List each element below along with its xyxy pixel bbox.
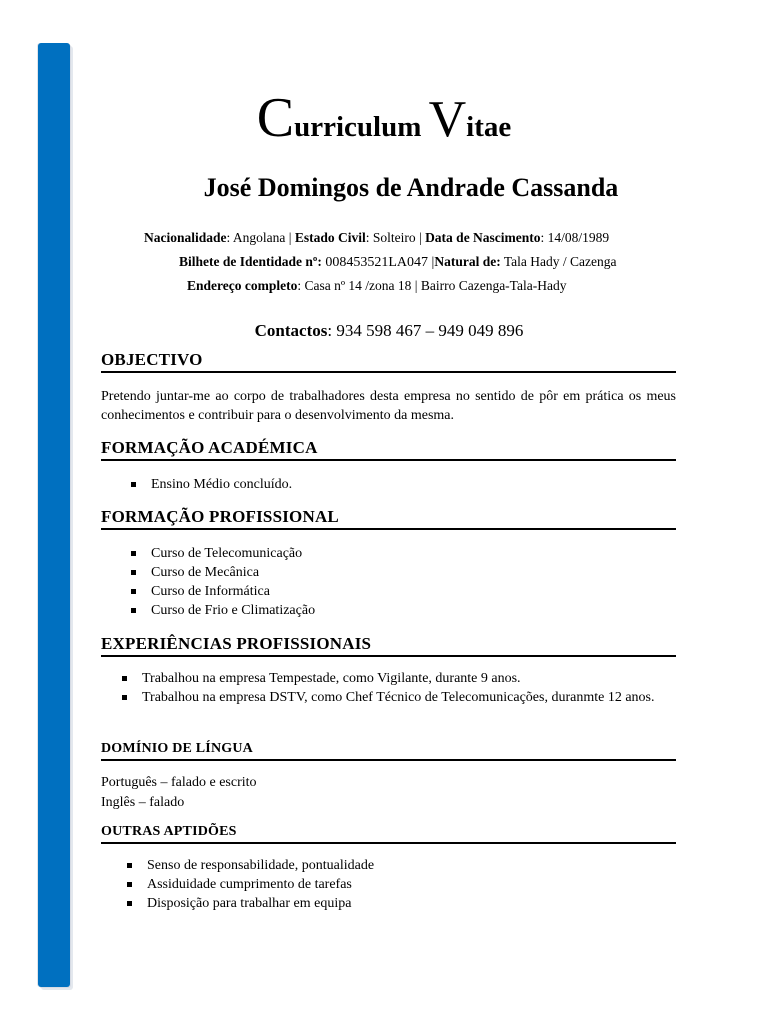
section-heading-skills: OUTRAS APTIDÕES	[101, 823, 676, 844]
list-item: Trabalhou na empresa DSTV, como Chef Técnico de Telecomunicações, duranmte 12 anos.	[142, 688, 676, 707]
contacts-value: : 934 598 467 – 949 049 896	[327, 321, 524, 340]
nationality-value: : Angolana |	[226, 230, 295, 245]
address-value: : Casa nº 14 /zona 18 | Bairro Cazenga-Tala-Hady	[297, 278, 567, 293]
language-item-portuguese: Português – falado e escrito	[101, 775, 257, 790]
section-heading-experience: EXPERIÊNCIAS PROFISSIONAIS	[101, 634, 676, 657]
list-item: Trabalhou na empresa Tempestade, como Vigilante, durante 9 anos.	[142, 669, 676, 688]
nationality-label: Nacionalidade	[144, 230, 227, 245]
section-heading-objective: OBJECTIVO	[101, 350, 676, 373]
section-heading-professional: FORMAÇÃO PROFISSIONAL	[101, 507, 676, 530]
contacts-line	[0, 320, 768, 342]
birthplace-label: Natural de:	[434, 254, 501, 269]
list-item: Curso de Frio e Climatização	[151, 601, 315, 620]
bullet-icon	[131, 608, 136, 613]
birth-date-label: Data de Nascimento	[425, 230, 541, 245]
language-item-english: Inglês – falado	[101, 795, 185, 810]
bullet-icon	[131, 482, 136, 487]
personal-info-line-1	[144, 229, 609, 247]
list-item: Assiduidade cumprimento de tarefas	[147, 875, 374, 894]
bullet-icon	[122, 676, 127, 681]
list-item: Curso de Mecânica	[151, 563, 315, 582]
list-item: Senso de responsabilidade, pontualidade	[147, 856, 374, 875]
section-heading-academic: FORMAÇÃO ACADÉMICA	[101, 438, 676, 461]
list-item: Curso de Telecomunicação	[151, 544, 315, 563]
civil-status-value: : Solteiro |	[365, 230, 426, 245]
bullet-icon	[131, 570, 136, 575]
bullet-icon	[122, 695, 127, 700]
birth-date-value: : 14/08/1989	[540, 230, 610, 245]
professional-training-list	[151, 544, 315, 620]
list-item: Ensino Médio concluído.	[151, 475, 292, 494]
list-item: Disposição para trabalhar em equipa	[147, 894, 374, 913]
id-value: 008453521LA047 |	[321, 255, 435, 270]
bullet-icon	[131, 589, 136, 594]
skills-list	[147, 856, 374, 913]
candidate-name: José Domingos de Andrade Cassanda	[203, 173, 619, 202]
civil-status-label: Estado Civil	[294, 230, 366, 245]
bullet-icon	[127, 863, 132, 868]
objective-text: Pretendo juntar-me ao corpo de trabalhadores desta empresa no sentido de pôr em prática os meus conhecimentos e contribuir para o desenvolvimento da mesma.	[101, 389, 676, 423]
bullet-icon	[127, 901, 132, 906]
birthplace-value: Tala Hady / Cazenga	[500, 254, 617, 269]
experience-list	[142, 669, 676, 707]
personal-info-line-3	[187, 277, 566, 295]
bullet-icon	[127, 882, 132, 887]
personal-info-line-2	[179, 253, 616, 272]
document-title: Curriculum Vitae	[256, 87, 512, 149]
id-label: Bilhete de Identidade nº:	[179, 254, 322, 269]
list-item: Curso de Informática	[151, 582, 315, 601]
address-label: Endereço completo	[187, 278, 298, 293]
bullet-icon	[131, 551, 136, 556]
section-heading-languages: DOMÍNIO DE LÍNGUA	[101, 740, 676, 761]
contacts-label: Contactos	[254, 321, 328, 340]
academic-list	[151, 475, 292, 494]
